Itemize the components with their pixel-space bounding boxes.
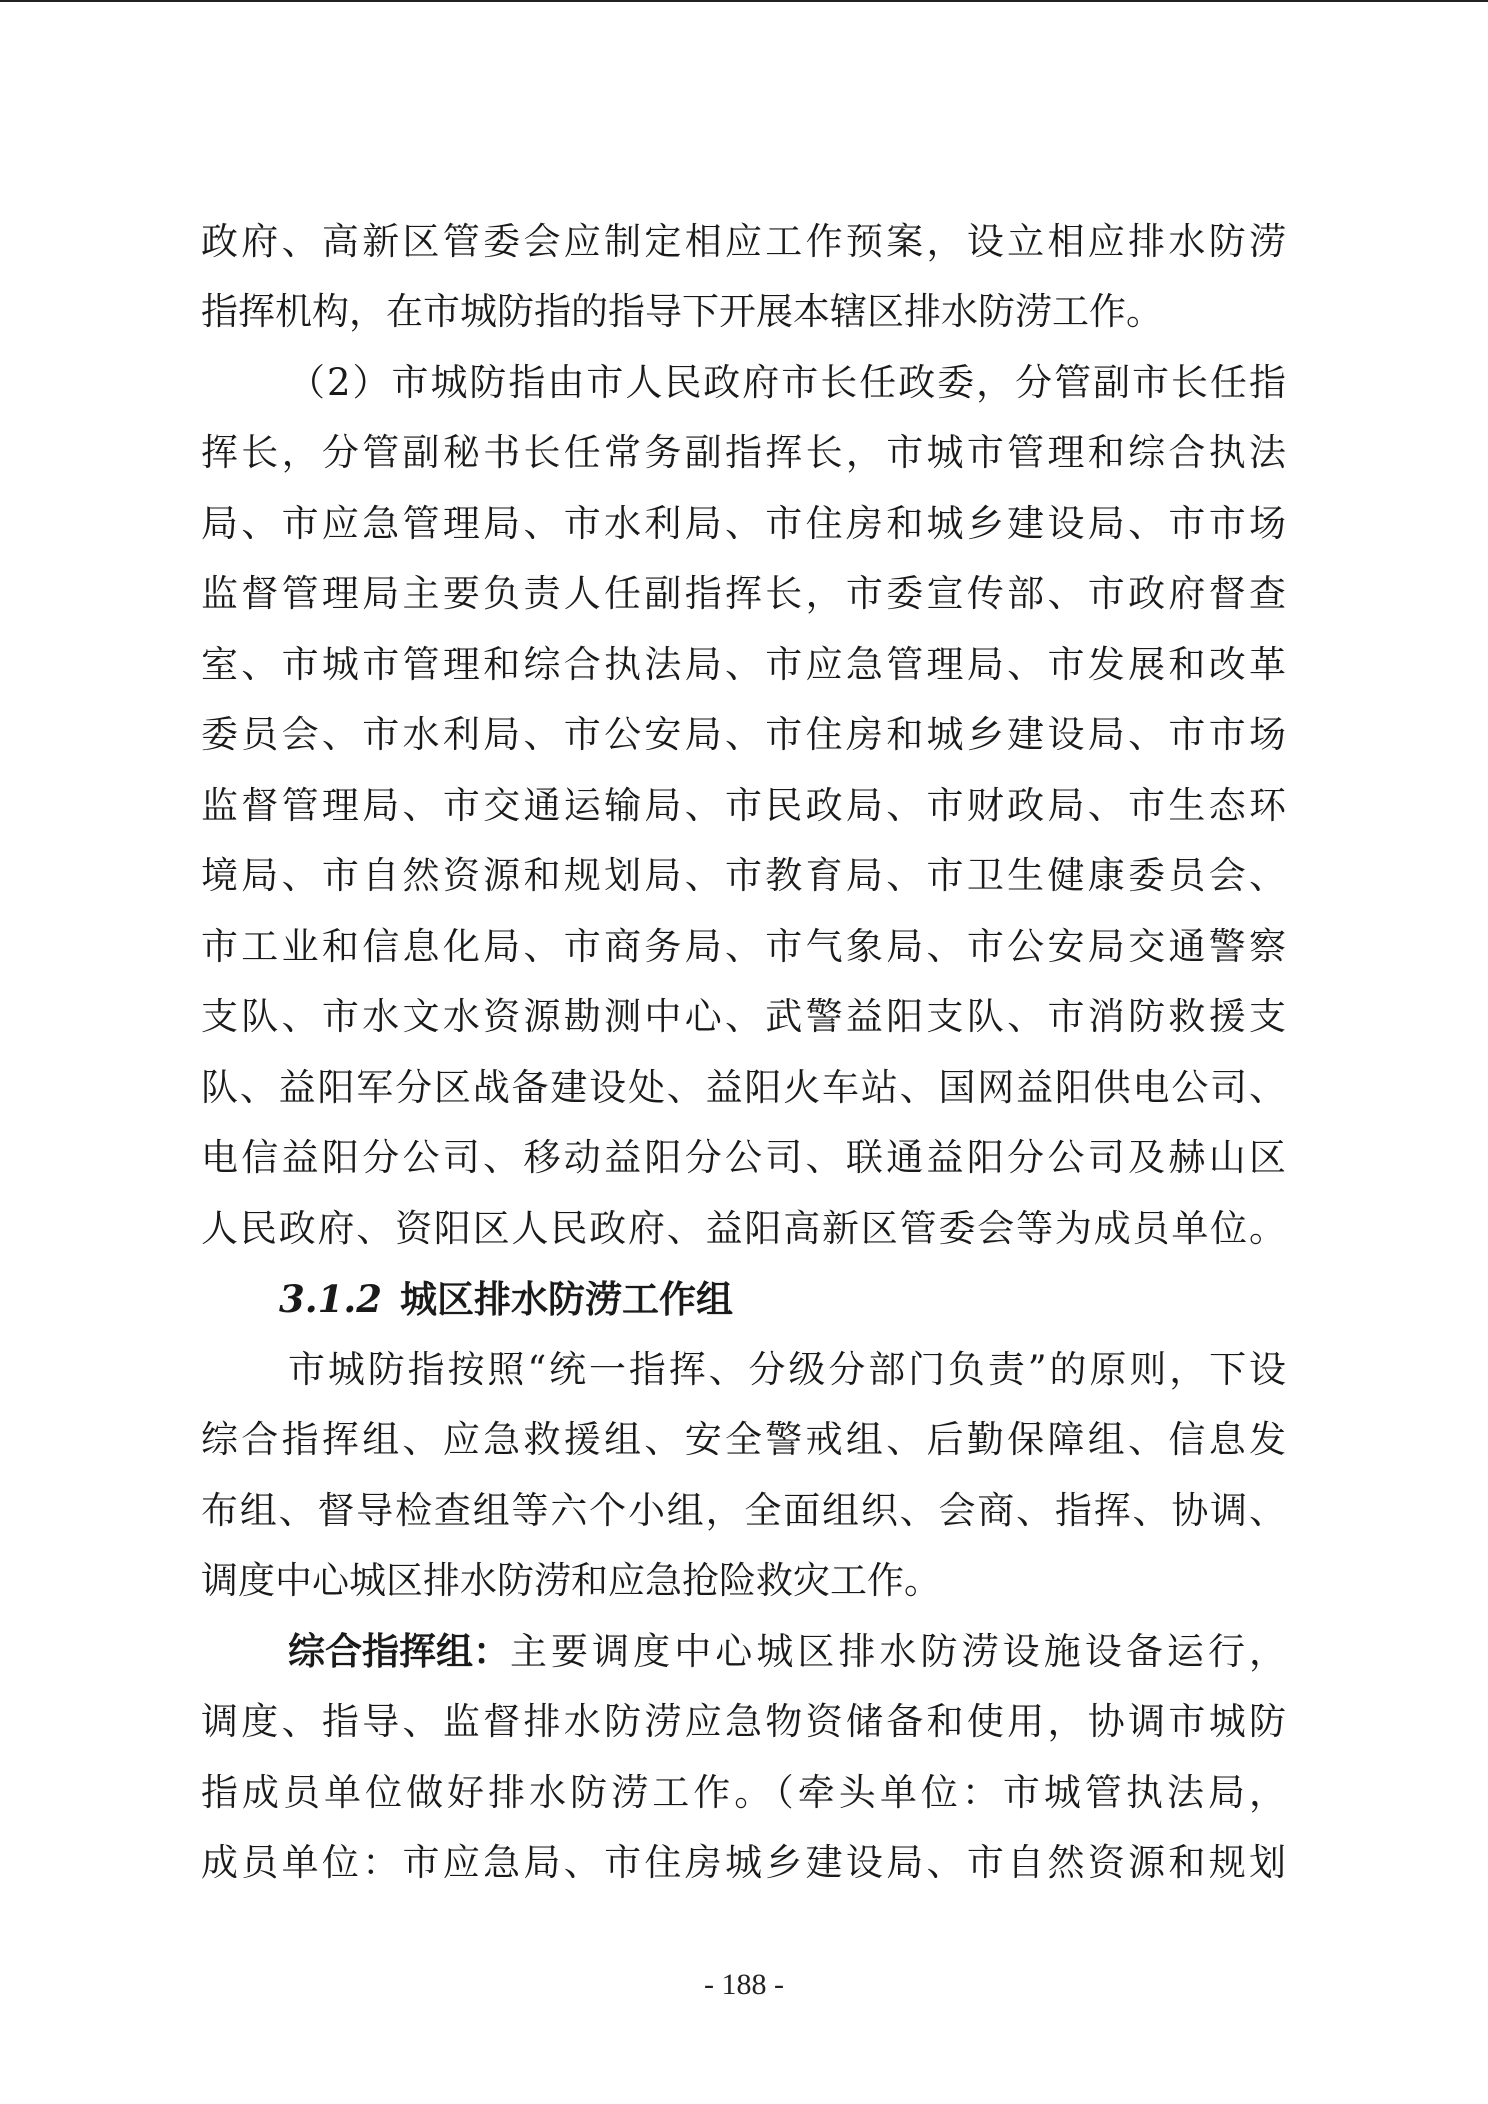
paragraph-line: 委员会、市水利局、市公安局、市住房和城乡建设局、市市场 bbox=[201, 713, 1286, 756]
paragraph-line: 市工业和信息化局、市商务局、市气象局、市公安局交通警察 bbox=[201, 925, 1286, 968]
paragraph-line: 人民政府、资阳区人民政府、益阳高新区管委会等为成员单位。 bbox=[201, 1207, 1286, 1250]
paragraph-line: 调度中心城区排水防涝和应急抢险救灾工作。 bbox=[201, 1559, 941, 1602]
paragraph-line: 指挥机构，在市城防指的指导下开展本辖区排水防涝工作。 bbox=[201, 290, 1163, 333]
paragraph-line: 监督管理局、市交通运输局、市民政局、市财政局、市生态环 bbox=[201, 784, 1286, 827]
section-heading bbox=[279, 1269, 733, 1329]
paragraph-line: 市城防指按照“统一指挥、分级分部门负责”的原则，下设 bbox=[288, 1348, 1286, 1391]
section-title: 城区排水防涝工作组 bbox=[400, 1278, 733, 1321]
paragraph-line: 室、市城市管理和综合执法局、市应急管理局、市发展和改革 bbox=[201, 643, 1286, 686]
page-number: - 188 - bbox=[704, 1968, 784, 2001]
paragraph-line: 布组、督导检查组等六个小组，全面组织、会商、指挥、协调、 bbox=[201, 1489, 1286, 1532]
group-lead-text: 主要调度中心城区排水防涝设施设备运行， bbox=[510, 1630, 1286, 1673]
paragraph-line: 支队、市水文水资源勘测中心、武警益阳支队、市消防救援支 bbox=[201, 995, 1286, 1038]
group-lead-label: 综合指挥组： bbox=[288, 1630, 510, 1673]
paragraph-line: 成员单位：市应急局、市住房城乡建设局、市自然资源和规划 bbox=[201, 1841, 1286, 1884]
paragraph-line: 电信益阳分公司、移动益阳分公司、联通益阳分公司及赫山区 bbox=[201, 1136, 1286, 1179]
paragraph-line: 监督管理局主要负责人任副指挥长，市委宣传部、市政府督查 bbox=[201, 572, 1286, 615]
paragraph-line: 政府、高新区管委会应制定相应工作预案，设立相应排水防涝 bbox=[201, 220, 1286, 263]
paragraph-line: 指成员单位做好排水防涝工作。（牵头单位：市城管执法局， bbox=[201, 1771, 1286, 1814]
paragraph-line bbox=[288, 1622, 1286, 1682]
paragraph-line: （2）市城防指由市人民政府市长任政委，分管副市长任指 bbox=[288, 361, 1286, 404]
top-border bbox=[0, 0, 1488, 2]
section-number: 3.1.2 bbox=[279, 1277, 382, 1321]
paragraph-line: 队、益阳军分区战备建设处、益阳火车站、国网益阳供电公司、 bbox=[201, 1066, 1286, 1109]
paragraph-line: 调度、指导、监督排水防涝应急物资储备和使用，协调市城防 bbox=[201, 1700, 1286, 1743]
paragraph-line: 境局、市自然资源和规划局、市教育局、市卫生健康委员会、 bbox=[201, 854, 1286, 897]
paragraph-line: 局、市应急管理局、市水利局、市住房和城乡建设局、市市场 bbox=[201, 502, 1286, 545]
paragraph-line: 综合指挥组、应急救援组、安全警戒组、后勤保障组、信息发 bbox=[201, 1418, 1286, 1461]
paragraph-line: 挥长，分管副秘书长任常务副指挥长，市城市管理和综合执法 bbox=[201, 431, 1286, 474]
